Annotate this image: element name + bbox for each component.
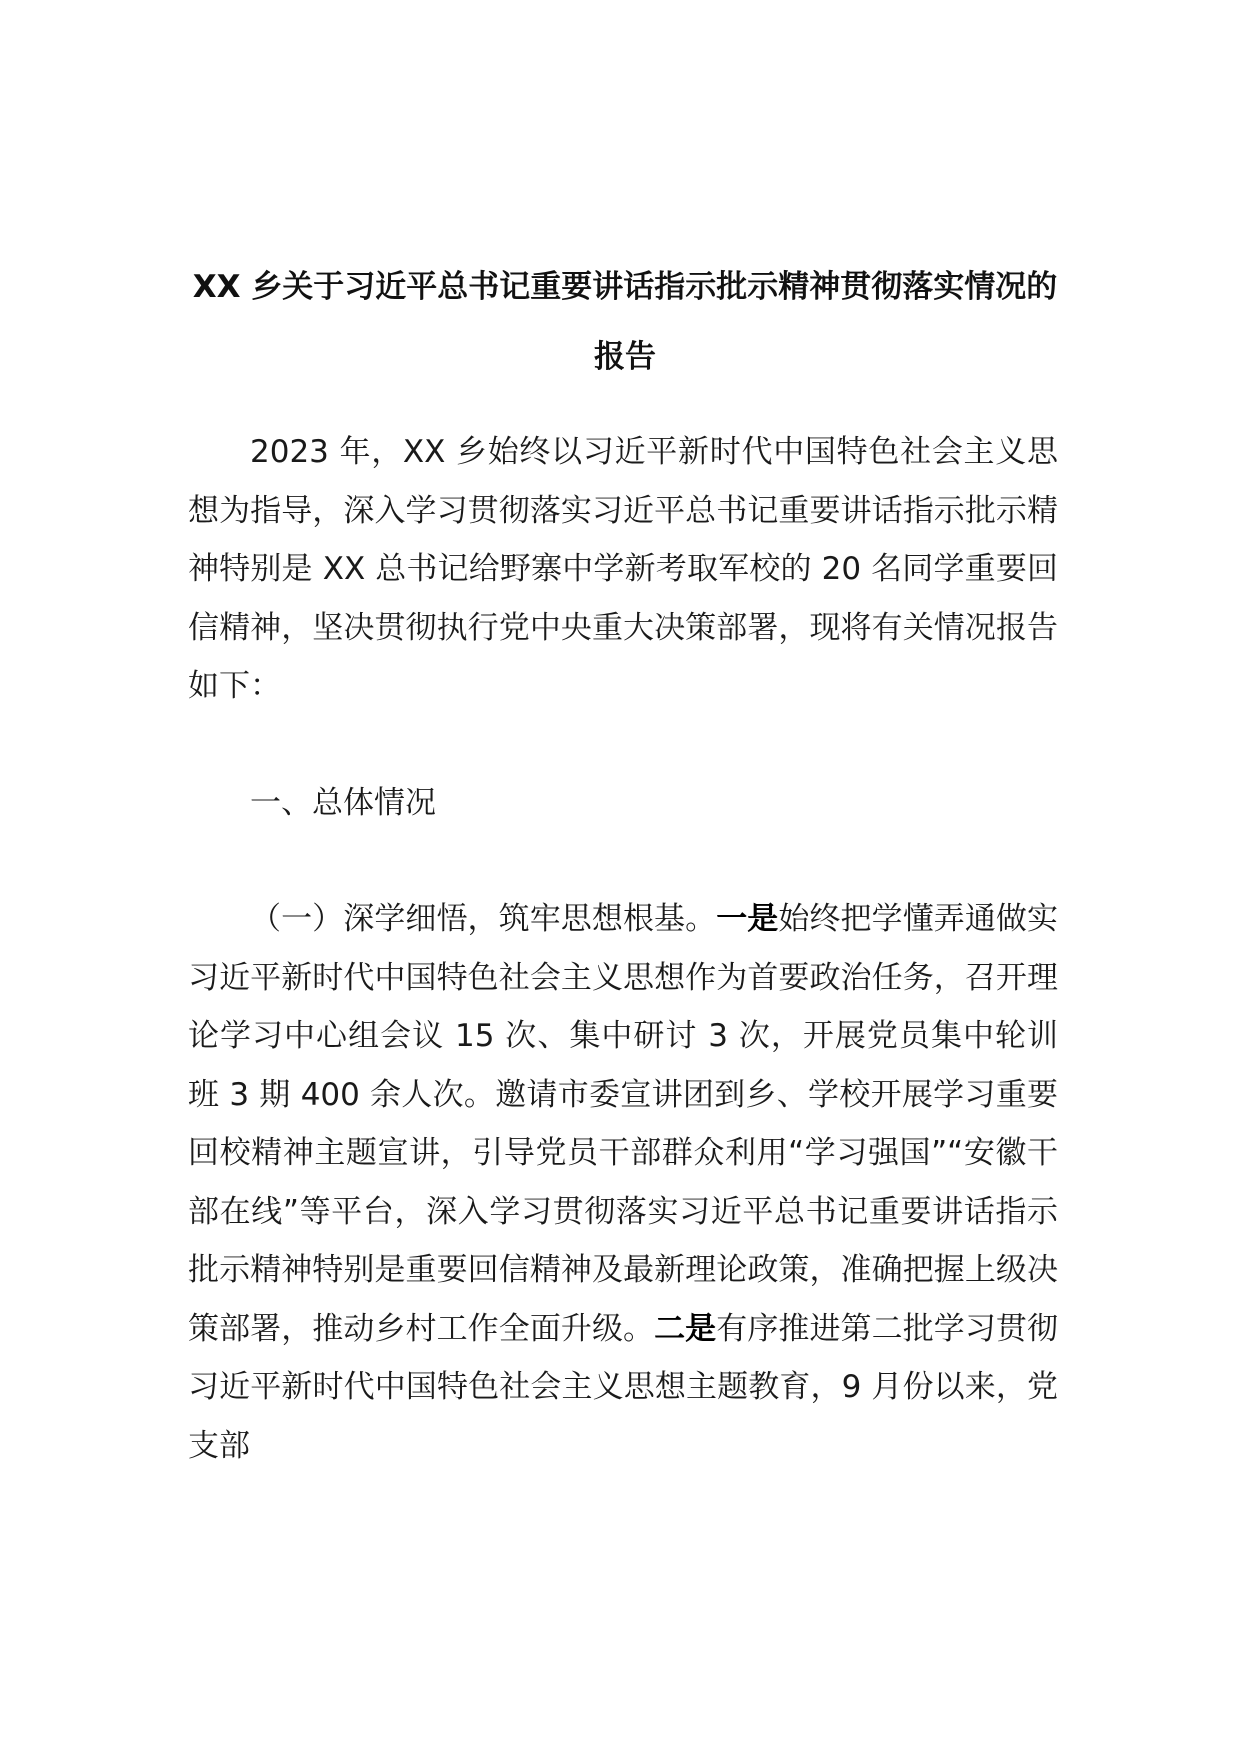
intro-paragraph: 2023 年，XX 乡始终以习近平新时代中国特色社会主义思想为指导，深入学习贯彻落实习近平总书记重要讲话指示批示精神特别是 XX 总书记给野寨中学新考取军校的 20 名同学重要回信精神，坚决贯彻执行党中央重大决策部署，现将有关情况报告如下： xyxy=(188,434,1058,704)
paragraph-text: 始终把学懂弄通做实习近平新时代中国特色社会主义思想作为首要政治任务，召开理论学习中心组会议 15 次、集中研讨 3 次，开展党员集中轮训班 3 期 400 余人次。邀请市委宣讲团到乡、学校开展学习重要回校精神主题宣讲，引导党员干部群众利用“学习强国”“安徽干部在线”等平台，深入学习贯彻落实习近平总书记重要讲话指示批示精神特别是重要回信精神及最新理论政策，准确把握上级决策部署，推动乡村工作全面升级。 xyxy=(188,901,1059,1347)
section-heading: 一、总体情况 xyxy=(250,784,436,821)
bold-marker-second: 二是 xyxy=(654,1310,717,1347)
document-body xyxy=(188,423,1058,1475)
document-title: XX 乡关于习近平总书记重要讲话指示批示精神贯彻落实情况的报告 xyxy=(192,269,1058,375)
subsection-paragraph xyxy=(188,890,1058,1475)
subsection-heading-text: （一）深学细悟，筑牢思想根基。 xyxy=(250,901,717,937)
bold-marker-first: 一是 xyxy=(716,901,779,937)
paragraph-text-continued: 有序推进第二批学习贯彻习近平新时代中国特色社会主义思想主题教育，9 月份以来，党支部 xyxy=(188,1310,1059,1464)
